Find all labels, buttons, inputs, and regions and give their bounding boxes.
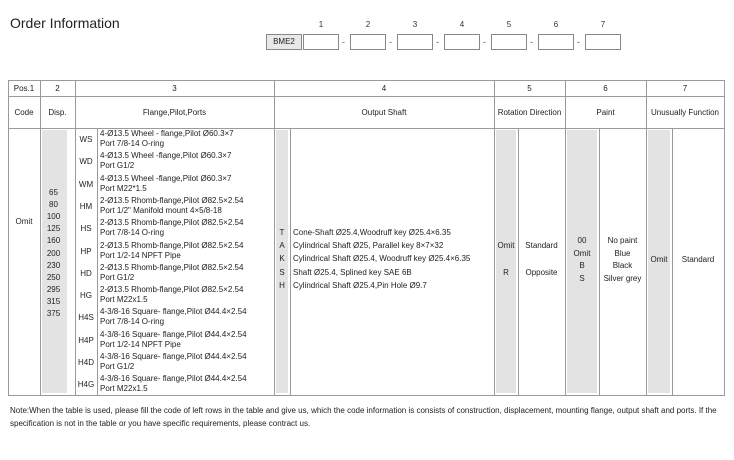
pos-label: 4 [381, 84, 387, 93]
shaft-code: S [279, 267, 285, 277]
code-box-5[interactable] [491, 34, 527, 50]
flange-port: Port 7/8-14 O-ring [100, 317, 165, 327]
code-dash: - [436, 37, 439, 47]
displacement-value: 230 [46, 260, 61, 270]
flange-code: WM [78, 179, 94, 189]
position-number: 5 [506, 20, 512, 29]
displacement-value: 200 [46, 248, 61, 258]
code-box-7[interactable] [585, 34, 621, 50]
column-header: Rotation Direction [497, 108, 562, 117]
column-header: Paint [596, 108, 615, 117]
flange-code: HD [80, 268, 92, 278]
flange-desc: 4-3/8-16 Square- flange,Pilot Ø44.4×2.54 [100, 374, 247, 384]
flange-port: Port G1/2 [100, 272, 135, 282]
shaft-desc: Cylindrical Shaft Ø25, Parallel key 8×7×32 [293, 241, 444, 251]
construction-code: Omit [15, 217, 33, 226]
paint-desc: Silver grey [603, 273, 642, 283]
rotation-desc: Opposite [525, 268, 558, 277]
flange-code: HS [80, 224, 92, 234]
displacement-value: 250 [46, 272, 61, 282]
shaft-desc: Cone-Shaft Ø25.4,Woodruff key Ø25.4×6.35 [293, 228, 451, 237]
table-line [724, 80, 725, 396]
paint-code: S [579, 273, 585, 283]
flange-port: Port M22x1.5 [100, 384, 148, 394]
rotation-code: R [503, 268, 509, 277]
code-dash: - [577, 37, 580, 47]
table-line [8, 395, 724, 396]
displacement-value: 295 [46, 284, 61, 294]
column-header: Output Shaft [361, 108, 407, 117]
displacement-value: 65 [49, 188, 58, 197]
flange-desc: 2-Ø13.5 Rhomb-flange,Pilot Ø82.5×2.54 [100, 240, 244, 250]
table-line [646, 80, 647, 396]
shaft-desc: Shaft Ø25.4, Splined key SAE 6B [293, 267, 412, 277]
rotation-desc: Standard [525, 241, 558, 250]
code-dash: - [530, 37, 533, 47]
flange-port: Port 1/2" Manifold mount 4×5/8-18 [100, 205, 222, 215]
displacement-value: 100 [46, 212, 61, 222]
position-number: 6 [553, 20, 559, 29]
table-line [8, 96, 724, 97]
shaft-desc: Cylindrical Shaft Ø25.4, Woodruff key Ø25.4×6.35 [293, 254, 471, 264]
function-desc: Standard [681, 255, 715, 264]
flange-desc: 2-Ø13.5 Rhomb-flange,Pilot Ø82.5×2.54 [100, 218, 244, 228]
order-table [8, 80, 724, 395]
paint-desc: No paint [607, 236, 638, 245]
position-number: 4 [459, 20, 465, 29]
pos-label: Pos.1 [13, 84, 35, 93]
code-box-3[interactable] [397, 34, 433, 50]
shaft-code: T [279, 228, 285, 237]
shaft-desc: Cylindrical Shaft Ø25.4,Pin Hole Ø9.7 [293, 280, 427, 290]
paint-code: 00 [577, 236, 587, 245]
position-number: 7 [600, 20, 606, 29]
function-code: Omit [650, 255, 668, 264]
flange-code: HG [80, 291, 92, 301]
displacement-value: 375 [46, 309, 61, 318]
flange-desc: 2-Ø13.5 Rhomb-flange,Pilot Ø82.5×2.54 [100, 262, 244, 272]
flange-desc: 4-Ø13.5 Wheel - flange,Pilot Ø60.3×7 [100, 129, 234, 138]
table-line [494, 80, 495, 396]
position-number: 3 [412, 20, 418, 29]
table-line [75, 80, 76, 396]
column-header: Flange,Pilot,Ports [142, 108, 207, 117]
code-dash: - [483, 37, 486, 47]
flange-code: H4S [78, 313, 94, 323]
paint-code: Omit [573, 248, 591, 258]
page-title: Order Information [10, 15, 120, 31]
pos-label: 3 [172, 84, 177, 93]
position-number: 2 [365, 20, 371, 29]
flange-code: WD [79, 157, 93, 167]
note-text: Note:When the table is used, please fill the code of left rows in the table and give us, which the code information is consists of construction, displacement, mounting flange, output shaft and ports. If the specification is not in the table or you have specific requirements, please contract us. [10, 406, 717, 428]
flange-desc: 4-3/8-16 Square- flange,Pilot Ø44.4×2.54 [100, 307, 247, 317]
flange-port: Port 1/2-14 NPFT Pipe [100, 339, 181, 349]
flange-code: HM [79, 201, 93, 211]
flange-desc: 4-Ø13.5 Wheel -flange,Pilot Ø60.3×7 [100, 173, 232, 183]
flange-code: H4P [78, 335, 94, 345]
flange-desc: 2-Ø13.5 Rhomb-flange,Pilot Ø82.5×2.54 [100, 195, 244, 205]
column-header: Disp. [48, 108, 67, 117]
paint-desc: Blue [614, 248, 631, 258]
displacement-value: 315 [46, 296, 61, 306]
rotation-code: Omit [497, 241, 515, 250]
flange-code: HP [80, 246, 92, 256]
displacement-value: 125 [46, 224, 61, 234]
flange-code: H4G [77, 380, 95, 390]
code-dash: - [342, 37, 345, 47]
table-line [8, 80, 724, 81]
shaft-code: K [279, 254, 285, 264]
flange-port: Port G1/2 [100, 161, 135, 171]
table-line [274, 80, 275, 396]
code-box-6[interactable] [538, 34, 574, 50]
paint-desc: Black [612, 261, 633, 270]
table-line [97, 128, 98, 395]
code-box-4[interactable] [444, 34, 480, 50]
code-box-1[interactable] [303, 34, 339, 50]
flange-port: Port M22x1.5 [100, 295, 148, 305]
shaft-code: H [279, 280, 285, 290]
table-line [8, 80, 9, 396]
column-header: Unusually Function [650, 108, 720, 117]
column-header: Code [14, 108, 34, 117]
table-line [290, 128, 291, 395]
flange-desc: 4-Ø13.5 Wheel -flange,Pilot Ø60.3×7 [100, 151, 232, 161]
flange-desc: 4-3/8-16 Square- flange,Pilot Ø44.4×2.54 [100, 352, 247, 361]
pos-label: 6 [603, 84, 608, 93]
flange-port: Port M22*1.5 [100, 183, 147, 193]
flange-port: Port 1/2-14 NPFT Pipe [100, 250, 181, 260]
table-shade [496, 130, 516, 393]
flange-port: Port 7/8-14 O-ring [100, 139, 165, 148]
displacement-value: 160 [46, 236, 61, 246]
flange-port: Port 7/8-14 O-ring [100, 228, 165, 238]
code-prefix: BME2 [266, 34, 302, 50]
pos-label: 5 [527, 84, 532, 93]
flange-desc: 2-Ø13.5 Rhomb-flange,Pilot Ø82.5×2.54 [100, 285, 244, 295]
code-box-2[interactable] [350, 34, 386, 50]
flange-code: WS [79, 135, 93, 144]
flange-port: Port G1/2 [100, 362, 135, 371]
pos-label: 7 [682, 84, 688, 93]
shaft-code: A [279, 241, 285, 251]
table-line [518, 128, 519, 395]
position-number: 1 [318, 20, 324, 29]
pos-label: 2 [55, 84, 60, 93]
code-dash: - [389, 37, 392, 47]
flange-code: H4D [77, 358, 94, 367]
flange-desc: 4-3/8-16 Square- flange,Pilot Ø44.4×2.54 [100, 329, 247, 339]
paint-code: B [579, 261, 585, 270]
displacement-value: 80 [49, 200, 58, 210]
